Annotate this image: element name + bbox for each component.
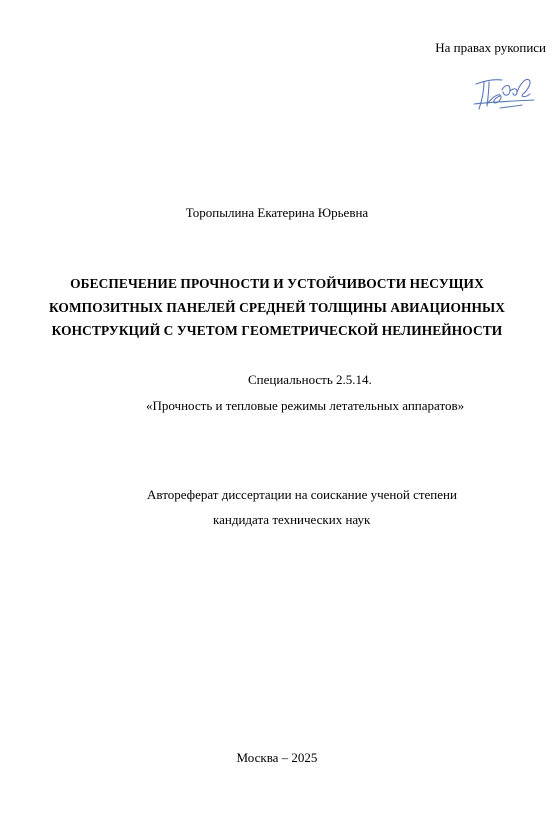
degree-line-1: Автореферат диссертации на соискание ученой степени: [147, 487, 457, 502]
specialty-name: «Прочность и тепловые режимы летательных аппаратов»: [146, 398, 465, 413]
manuscript-note: На правах рукописи: [435, 40, 546, 55]
city-year: Москва – 2025: [236, 750, 318, 765]
title-line: КОМПОЗИТНЫХ ПАНЕЛЕЙ СРЕДНЕЙ ТОЛЩИНЫ АВИАЦИОННЫХ: [48, 299, 506, 315]
signature-icon: [470, 70, 542, 112]
title-line: КОНСТРУКЦИЙ С УЧЕТОМ ГЕОМЕТРИЧЕСКОЙ НЕЛИНЕЙНОСТИ: [51, 323, 503, 338]
dissertation-title: [0, 272, 554, 343]
degree-line-2: кандидата технических наук: [213, 512, 371, 527]
title-line: ОБЕСПЕЧЕНИЕ ПРОЧНОСТИ И УСТОЙЧИВОСТИ НЕСУЩИХ: [70, 276, 484, 291]
author-name: Торопылина Екатерина Юрьевна: [185, 205, 369, 220]
specialty-code: Специальность 2.5.14.: [248, 372, 372, 387]
